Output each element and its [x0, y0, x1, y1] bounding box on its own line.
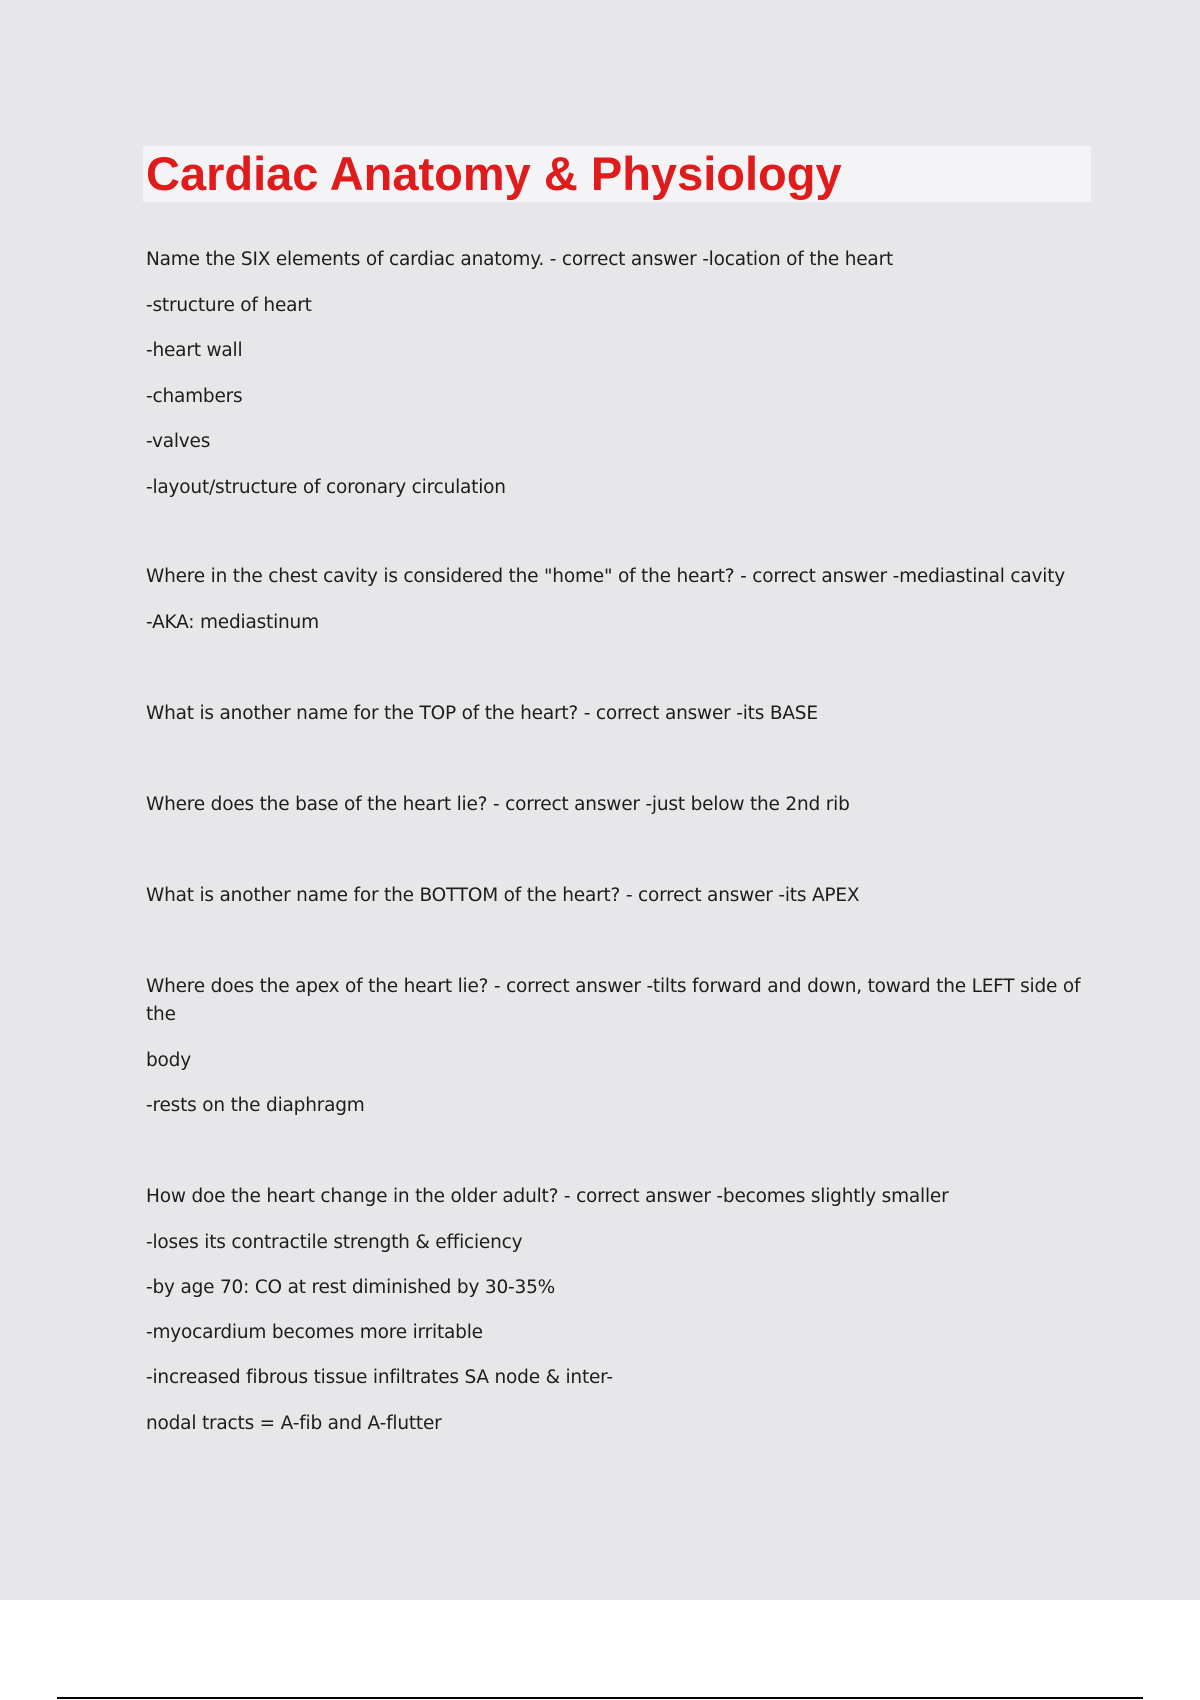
qa-line: Where does the apex of the heart lie? - correct answer -tilts forward and down, toward the LEFT side of: [146, 976, 1081, 997]
qa-line: body: [146, 1050, 191, 1071]
qa-line: How doe the heart change in the older adult? - correct answer -becomes slightly smaller: [146, 1186, 949, 1207]
qa-line: Where in the chest cavity is considered the "home" of the heart? - correct answer -mediastinal cavity: [146, 566, 1066, 587]
qa-line: -layout/structure of coronary circulation: [146, 477, 506, 498]
qa-line: What is another name for the TOP of the heart? - correct answer -its BASE: [146, 703, 818, 724]
qa-line: Name the SIX elements of cardiac anatomy. - correct answer -location of the heart: [146, 249, 894, 270]
qa-line: the: [146, 1004, 176, 1025]
qa-line: -chambers: [146, 386, 243, 407]
qa-line: -heart wall: [146, 340, 243, 361]
qa-line: Where does the base of the heart lie? - correct answer -just below the 2nd rib: [146, 794, 850, 815]
qa-line: -by age 70: CO at rest diminished by 30-35%: [146, 1277, 556, 1298]
qa-line: -structure of heart: [146, 295, 312, 316]
qa-line: nodal tracts = A-fib and A-flutter: [146, 1413, 442, 1434]
qa-line: -loses its contractile strength & efficiency: [146, 1232, 523, 1253]
qa-line: -myocardium becomes more irritable: [146, 1322, 483, 1343]
qa-line: -rests on the diaphragm: [146, 1095, 365, 1116]
qa-line: What is another name for the BOTTOM of the heart? - correct answer -its APEX: [146, 885, 860, 906]
qa-line: -valves: [146, 431, 211, 452]
qa-line: -AKA: mediastinum: [146, 612, 319, 633]
page-title: Cardiac Anatomy & Physiology: [146, 147, 842, 200]
footer-rule: [57, 1697, 1143, 1699]
qa-line: -increased fibrous tissue infiltrates SA node & inter-: [146, 1367, 613, 1388]
